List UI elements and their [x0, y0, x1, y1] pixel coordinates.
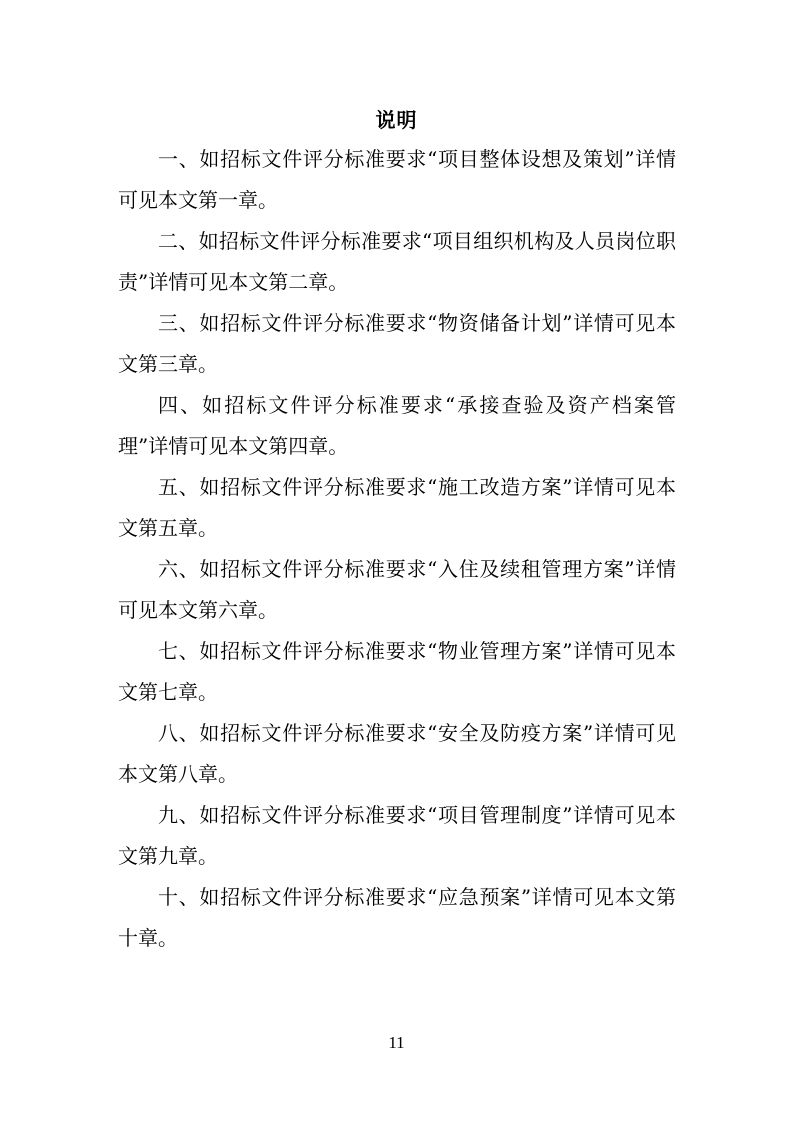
paragraph-8: 八、如招标文件评分标准要求“安全及防疫方案”详情可见本文第八章。	[118, 721, 676, 786]
paragraph-7: 七、如招标文件评分标准要求“物业管理方案”详情可见本文第七章。	[118, 639, 676, 704]
page-number: 11	[388, 1033, 405, 1052]
paragraph-10: 十、如招标文件评分标准要求“应急预案”详情可见本文第十章。	[118, 885, 676, 950]
document-body	[118, 139, 676, 959]
paragraph-4: 四、如招标文件评分标准要求“承接查验及资产档案管理”详情可见本文第四章。	[118, 393, 676, 458]
paragraph-1: 一、如招标文件评分标准要求“项目整体设想及策划”详情可见本文第一章。	[118, 147, 676, 212]
paragraph-3: 三、如招标文件评分标准要求“物资储备计划”详情可见本文第三章。	[118, 311, 676, 376]
paragraph-5: 五、如招标文件评分标准要求“施工改造方案”详情可见本文第五章。	[118, 475, 676, 540]
page-title: 说明	[375, 108, 418, 132]
paragraph-2: 二、如招标文件评分标准要求“项目组织机构及人员岗位职责”详情可见本文第二章。	[118, 229, 676, 294]
paragraph-9: 九、如招标文件评分标准要求“项目管理制度”详情可见本文第九章。	[118, 803, 676, 868]
paragraph-6: 六、如招标文件评分标准要求“入住及续租管理方案”详情可见本文第六章。	[118, 557, 676, 622]
